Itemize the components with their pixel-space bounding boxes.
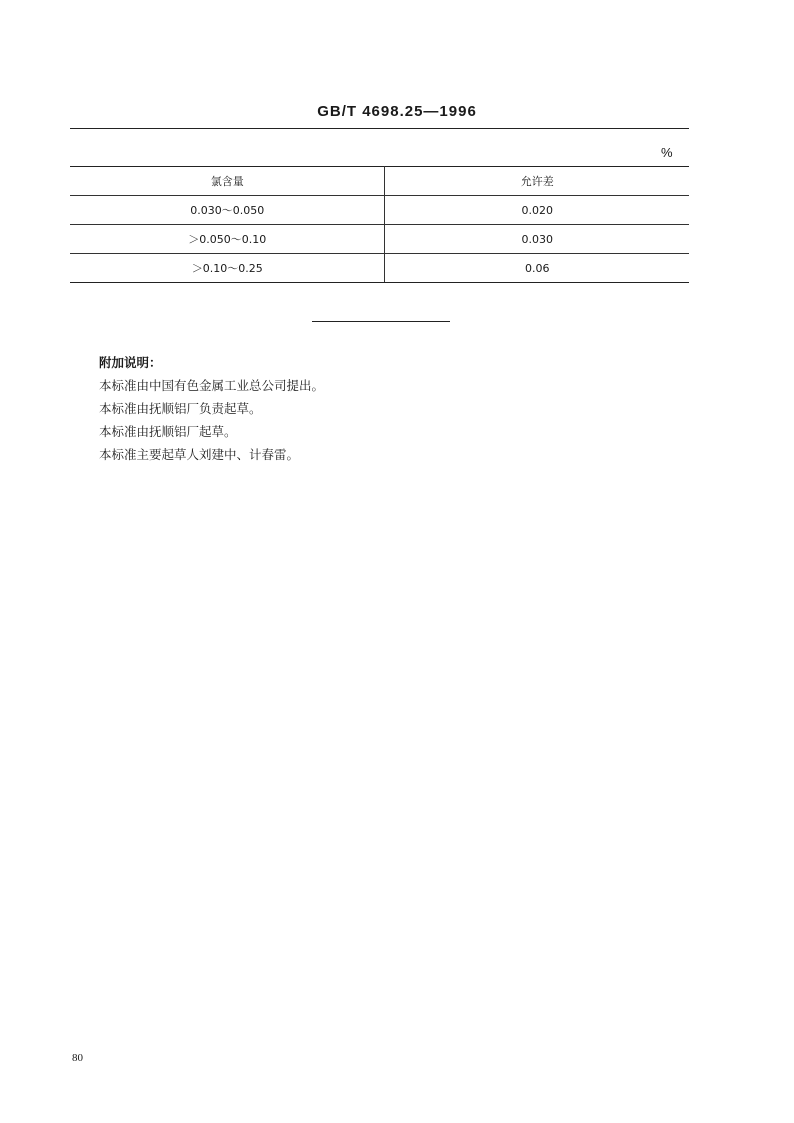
cell-chlorine-content: ＞0.050～0.10 [70, 225, 385, 254]
cell-chlorine-content: 0.030～0.050 [70, 196, 385, 225]
notes-line-drafter: 本标准由抚顺铝厂起草。 [99, 424, 237, 439]
notes-line-proposer: 本标准由中国有色金属工业总公司提出。 [99, 378, 325, 393]
notes-line-main-drafters: 本标准主要起草人刘建中、计春雷。 [99, 447, 300, 462]
notes-heading: 附加说明： [99, 355, 162, 370]
table-row [70, 254, 689, 283]
additional-notes [99, 351, 324, 466]
end-of-standard-rule [312, 321, 450, 322]
page-number: 80 [72, 1052, 83, 1064]
notes-line-responsible-drafter: 本标准由抚顺铝厂负责起草。 [99, 401, 262, 416]
standard-code-header: GB/T 4698.25—1996 [317, 103, 477, 120]
column-header-tolerance: 允许差 [385, 167, 689, 196]
table-header-row [70, 167, 689, 196]
table-row [70, 225, 689, 254]
tolerance-table [70, 166, 689, 283]
cell-tolerance: 0.06 [385, 254, 689, 283]
column-header-chlorine-content: 氯含量 [70, 167, 385, 196]
cell-tolerance: 0.020 [385, 196, 689, 225]
header-rule [70, 128, 689, 129]
cell-chlorine-content: ＞0.10～0.25 [70, 254, 385, 283]
table-row [70, 196, 689, 225]
cell-tolerance: 0.030 [385, 225, 689, 254]
table-unit: % [661, 145, 673, 160]
